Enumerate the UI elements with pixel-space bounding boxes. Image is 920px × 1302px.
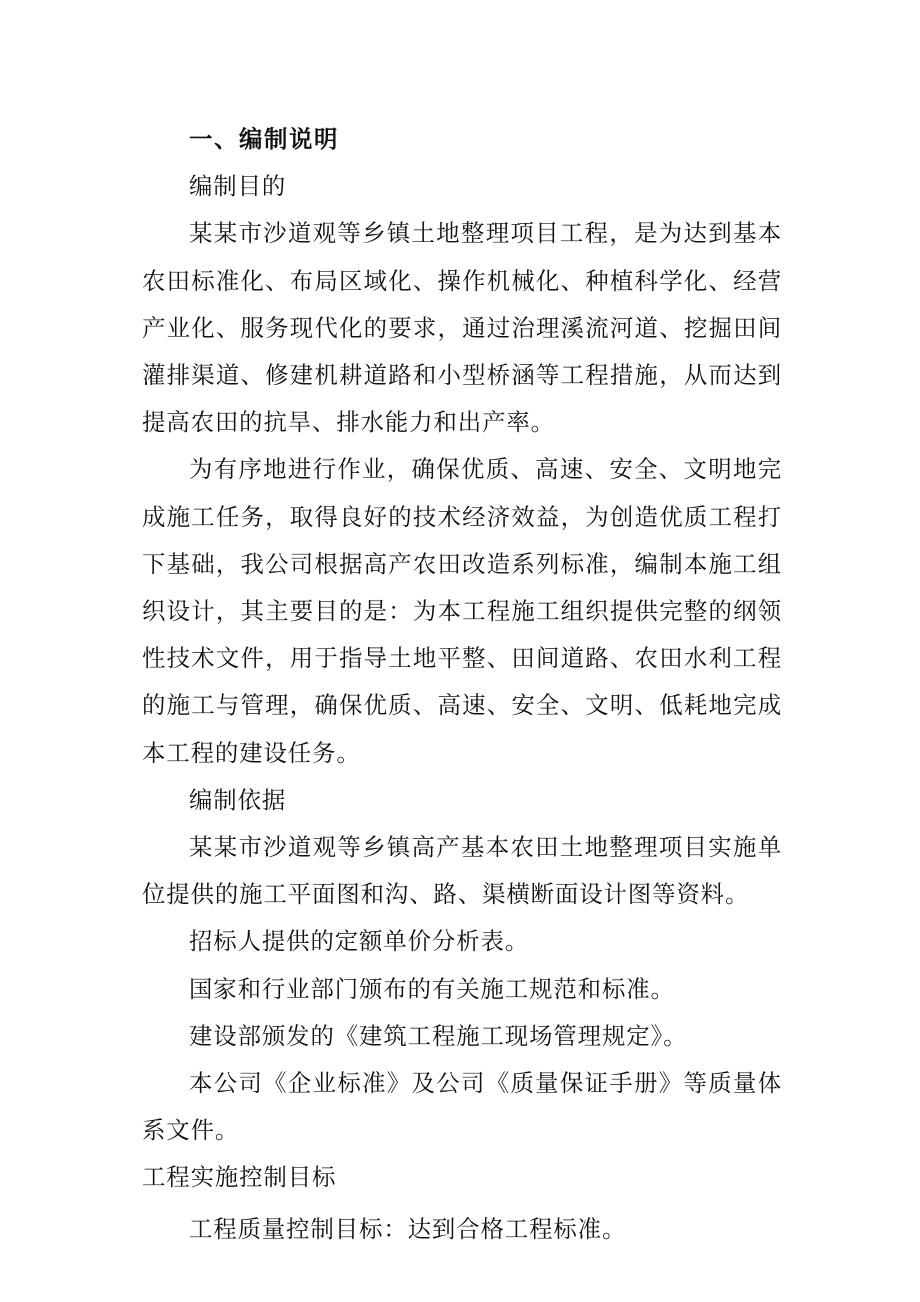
paragraph-basis-4: 建设部颁发的《建筑工程施工现场管理规定》。: [189, 1021, 688, 1050]
paragraph-basis-2: 招标人提供的定额单价分析表。: [189, 927, 530, 956]
paragraph-basis-5: 本公司《企业标准》及公司《质量保证手册》等质量体系文件。: [142, 1069, 782, 1145]
document-body: [142, 116, 782, 1253]
subheading-purpose: 编制目的: [189, 172, 287, 201]
paragraph-purpose-2: 为有序地进行作业，确保优质、高速、安全、文明地完成施工任务，取得良好的技术经济效益，为创造优质工程打下基础，我公司根据高产农田改造系列标准，编制本施工组织设计，其主要目的是：为本工程施工组织提供完整的纲领性技术文件，用于指导土地平整、田间道路、农田水利工程的施工与管理，确保优质、高速、安全、文明、低耗地完成本工程的建设任务。: [142, 455, 782, 767]
section-heading: 一、编制说明: [189, 125, 339, 153]
subheading-basis: 编制依据: [189, 785, 287, 814]
subheading-targets: 工程实施控制目标: [142, 1163, 337, 1192]
paragraph-purpose-1: 某某市沙道观等乡镇土地整理项目工程，是为达到基本农田标准化、布局区域化、操作机械化、种植科学化、经营产业化、服务现代化的要求，通过治理溪流河道、挖掘田间灌排渠道、修建机耕道路和小型桥涵等工程措施，从而达到提高农田的抗旱、排水能力和出产率。: [142, 219, 782, 437]
paragraph-targets-1: 工程质量控制目标：达到合格工程标准。: [189, 1214, 627, 1243]
paragraph-basis-3: 国家和行业部门颁布的有关施工规范和标准。: [189, 974, 675, 1003]
paragraph-basis-1: 某某市沙道观等乡镇高产基本农田土地整理项目实施单位提供的施工平面图和沟、路、渠横断面设计图等资料。: [142, 833, 782, 909]
